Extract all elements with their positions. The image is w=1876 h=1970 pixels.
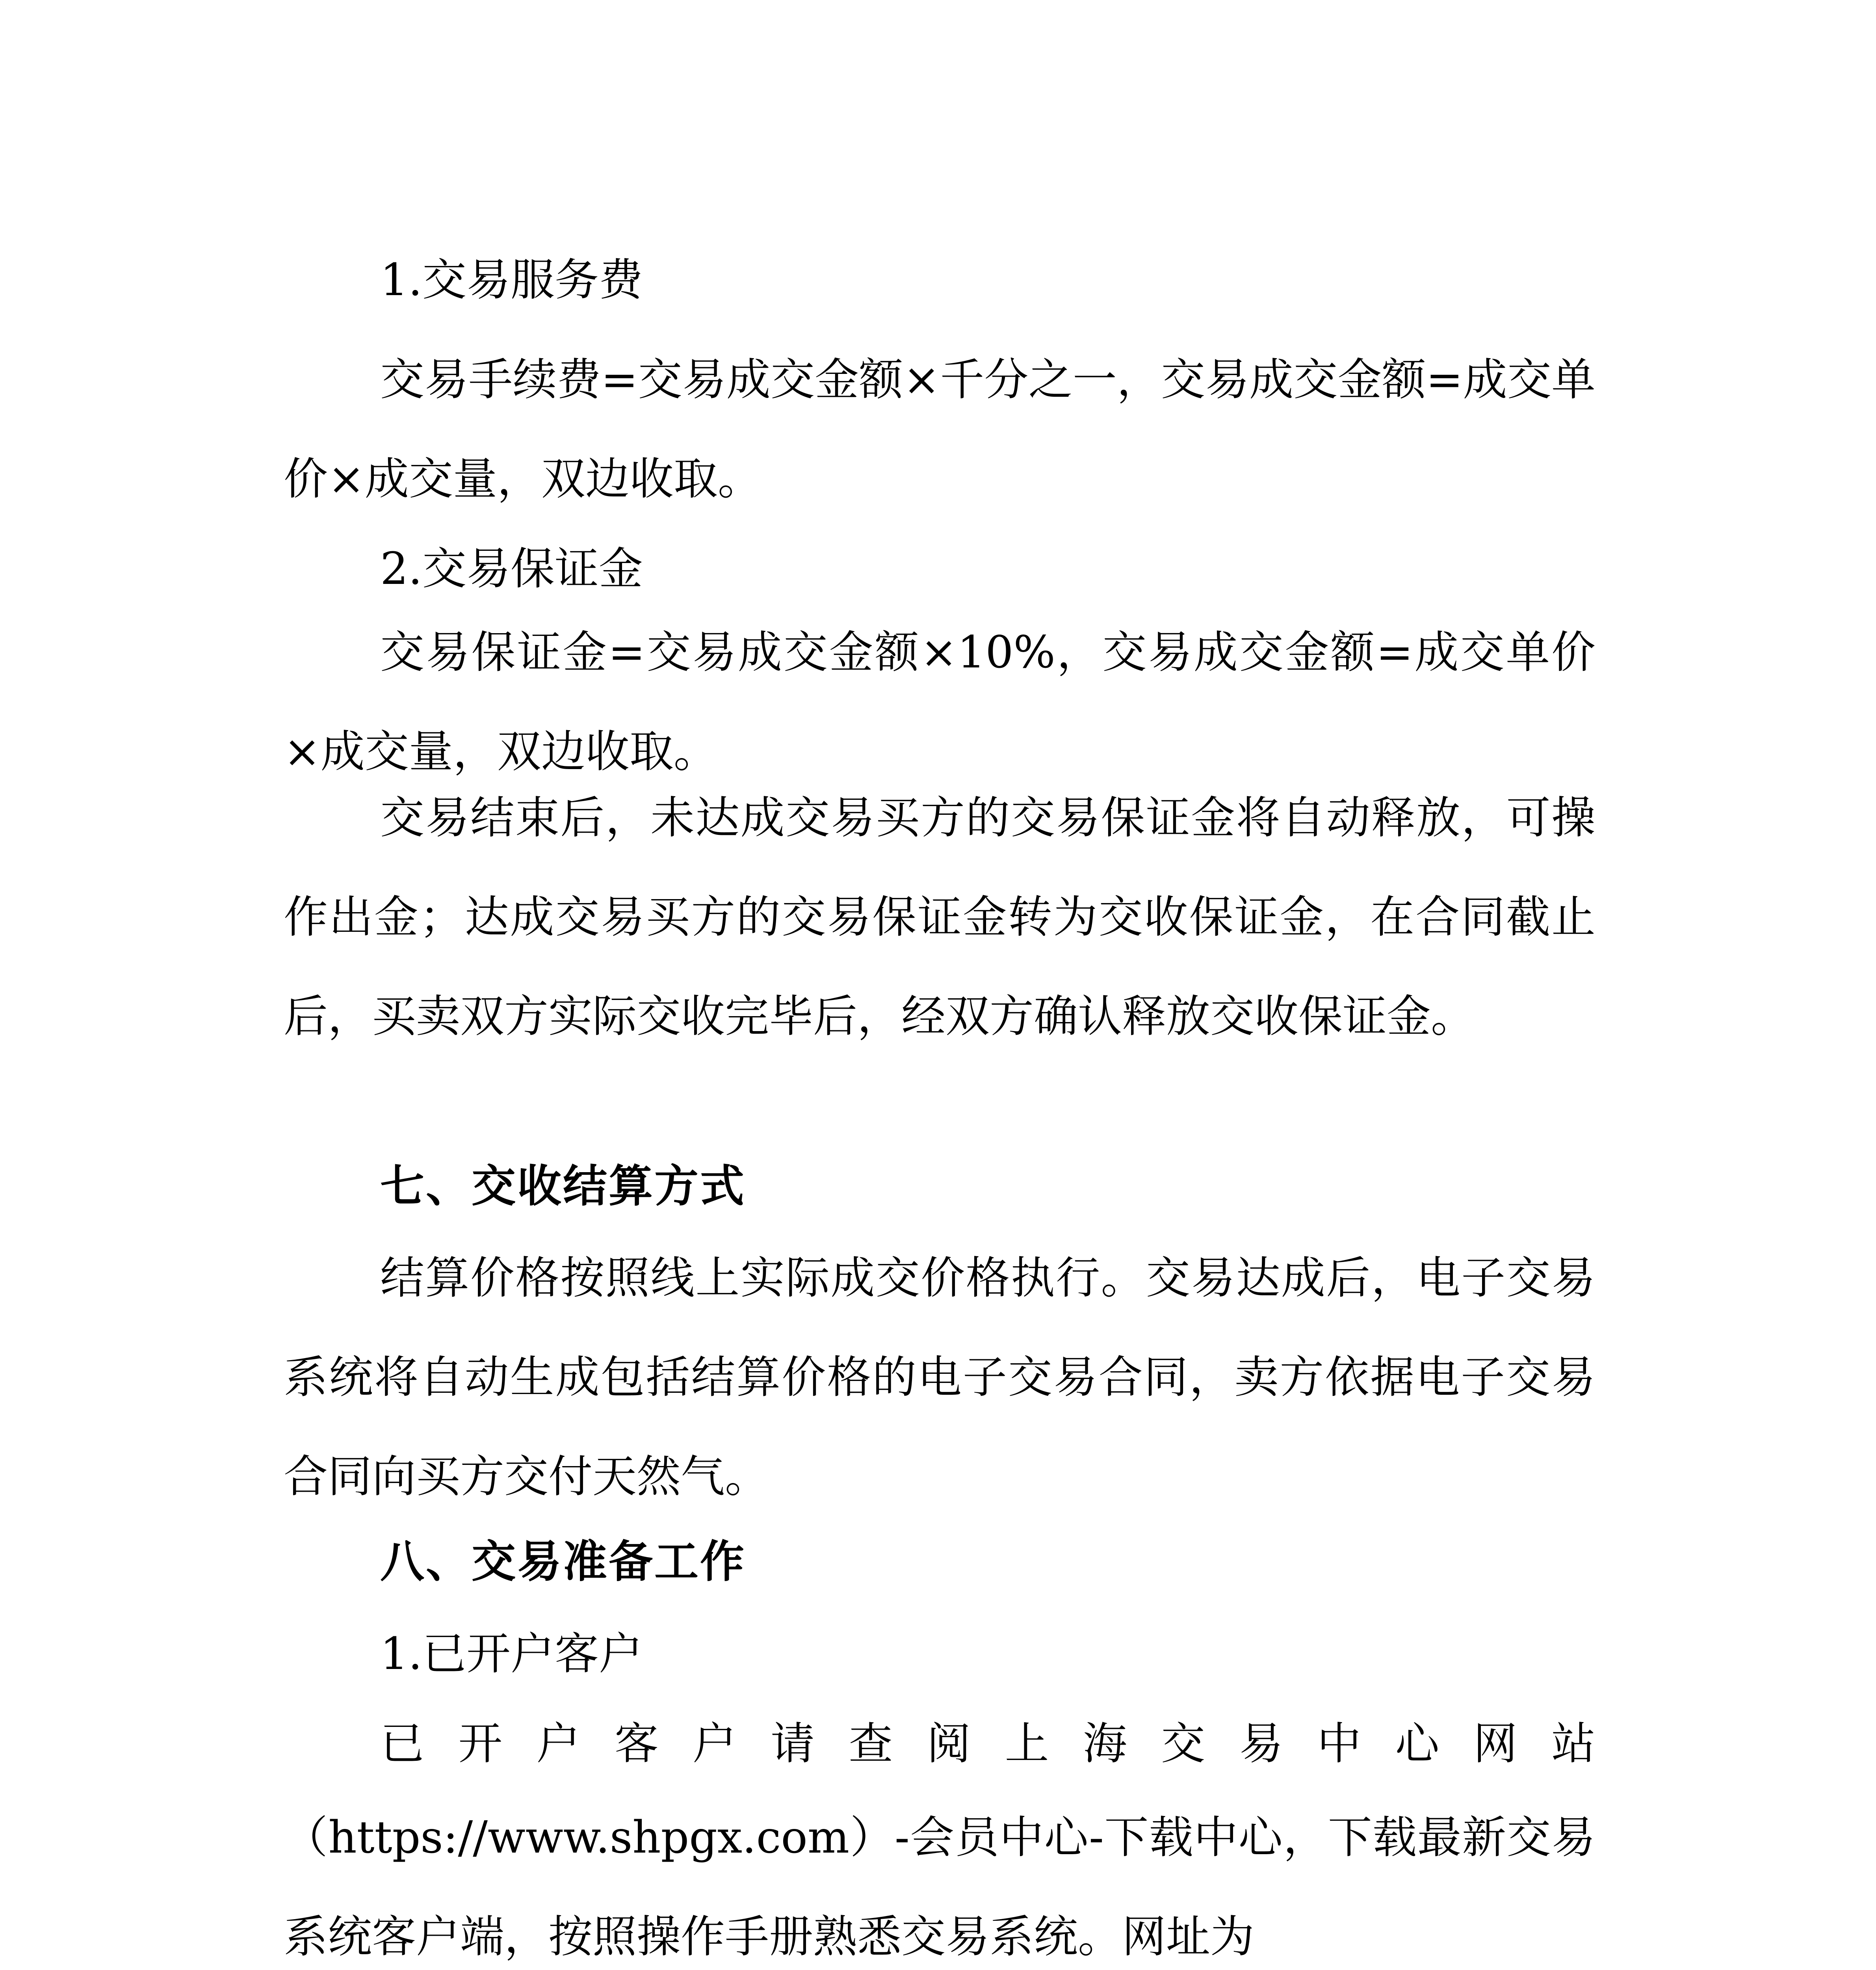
section-7-paragraph: 结算价格按照线上实际成交价格执行。交易达成后，电子交易系统将自动生成包括结算价格的电子交易合同，卖方依据电子交易合同向买方交付天然气。 <box>284 1253 1596 1502</box>
fee-paragraph: 交易手续费=交易成交金额×千分之一，交易成交金额=成交单价×成交量，双边收取。 <box>284 354 1596 505</box>
margin-heading: 2.交易保证金 <box>380 543 643 595</box>
fee-heading: 1.交易服务费 <box>380 255 643 306</box>
margin-paragraph: 交易保证金=交易成交金额×10%，交易成交金额=成交单价×成交量，双边收取。 <box>284 627 1596 777</box>
existing-customer-heading: 1.已开户客户 <box>380 1628 643 1680</box>
release-paragraph: 交易结束后，未达成交易买方的交易保证金将自动释放，可操作出金；达成交易买方的交易保证金转为交收保证金，在合同截止后，买卖双方实际交收完毕后，经双方确认释放交收保证金。 <box>284 792 1596 1042</box>
section-7-title: 七、交收结算方式 <box>380 1161 746 1212</box>
existing-customer-line-2: （https://www.shpgx.com）-会员中心-下载中心，下载最新交易系统客户端，按照操作手册熟悉交易系统。网址为 <box>284 1812 1596 1963</box>
existing-customer-line-1: 已开户客户请查阅上海交易中心网站 <box>380 1718 1596 1769</box>
section-8-title: 八、交易准备工作 <box>380 1536 746 1587</box>
